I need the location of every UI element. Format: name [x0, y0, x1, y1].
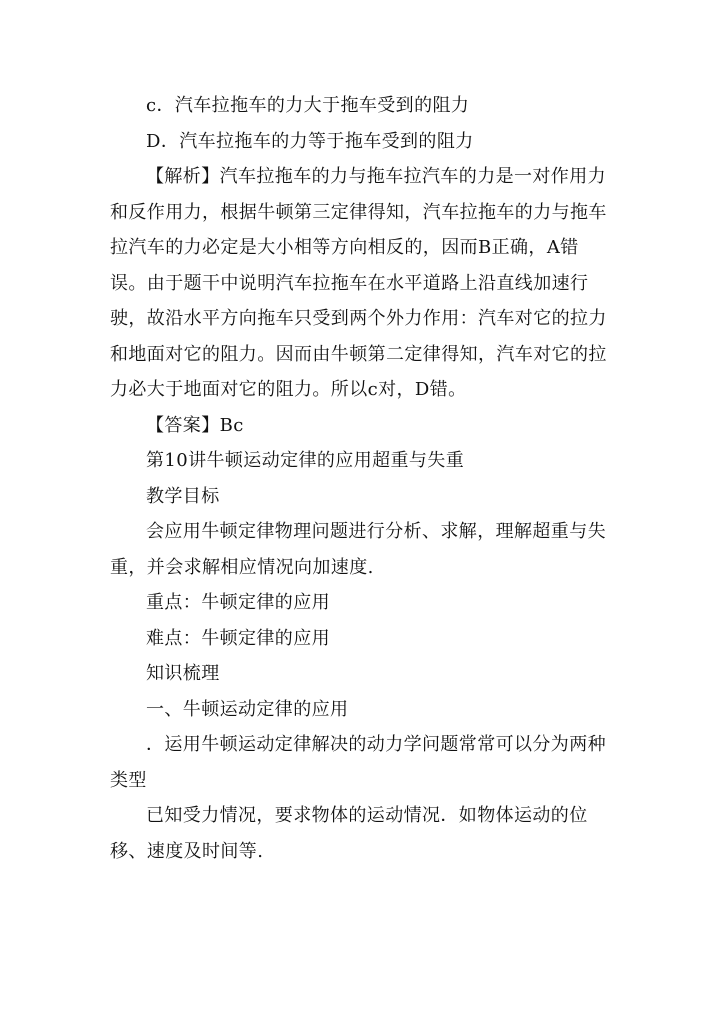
- difficult-point-line: 难点：牛顿定律的应用: [146, 627, 330, 649]
- lesson-title: 第10讲牛顿运动定律的应用超重与失重: [146, 450, 465, 471]
- problem-types-paragraph: ．运用牛顿运动定律解决的动力学问题常常可以分为两种类型: [110, 734, 606, 791]
- key-point-line: 重点：牛顿定律的应用: [146, 592, 330, 613]
- teaching-goals-heading: 教学目标: [146, 485, 220, 507]
- known-force-paragraph: 已知受力情况，要求物体的运动情况．如物体运动的位移、速度及时间等.: [110, 805, 588, 862]
- teaching-goals-text: 会应用牛顿定律物理问题进行分析、求解，理解超重与失重，并会求解相应情况向加速度.: [110, 521, 606, 578]
- analysis-paragraph: 【解析】汽车拉拖车的力与拖车拉汽车的力是一对作用力和反作用力，根据牛顿第三定律得知，汽车拉拖车的力与拖车拉汽车的力必定是大小相等方向相反的，因而B正确，A错误。由于题干中说明汽车拉拖车在水平道路上沿直线加速行驶，故沿水平方向拖车只受到两个外力作用：汽车对它的拉力和地面对它的阻力。因而由牛顿第二定律得知，汽车对它的拉力必大于地面对它的阻力。所以c对，D错。: [110, 166, 607, 400]
- option-d-text: D．汽车拉拖车的力等于拖车受到的阻力: [146, 130, 474, 152]
- knowledge-review-heading: 知识梳理: [146, 663, 220, 684]
- option-c-text: c．汽车拉拖车的力大于拖车受到的阻力: [146, 95, 470, 116]
- answer-line: 【答案】Bc: [146, 414, 244, 436]
- section-one-heading: 一、牛顿运动定律的应用: [146, 698, 349, 720]
- document-body: [110, 88, 612, 869]
